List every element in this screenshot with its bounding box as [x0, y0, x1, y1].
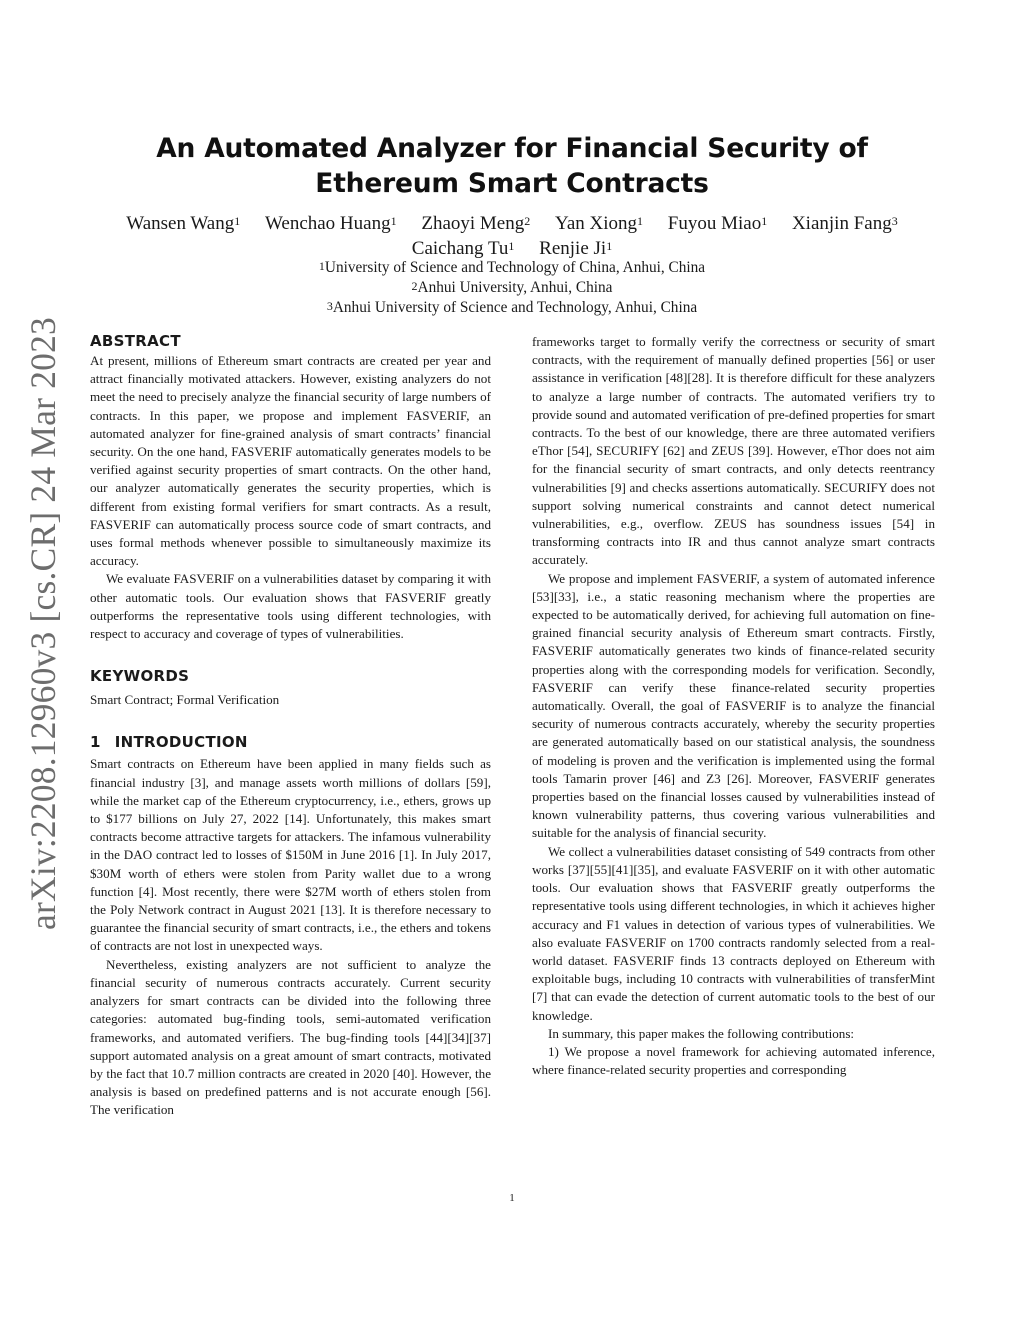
arxiv-identifier: arXiv:2208.12960v3 [cs.CR] 24 Mar 2023 [23, 316, 63, 930]
abstract-heading: ABSTRACT [90, 332, 181, 350]
author: Xianjin Fang$^3$ [791, 213, 898, 234]
affiliation: $^2$Anhui University, Anhui, China [411, 279, 613, 296]
body-paragraph: We propose and implement FASVERIF, a system of automated inference [53][33], i.e., a static reasoning mechanism where the properties are expected to be automatically derived, for achieving full automation on fine-grained financial security analysis of Ethereum smart contracts. Firstly, FASVERIF automatically generates two kinds of finance-related security properties along with the corresponding models for verification. Secondly, FASVERIF can verify these finance-related security properties automatically. Overall, the goal of FASVERIF is to analyze the financial security of numerous contracts accurately, whereby the security properties are generated automatically based on our statistical analysis, the soundness of modeling is proven and the verification is implemented using the formal tools Tamarin prover [46] and Z3 [26]. Moreover, FASVERIF generates properties based on the financial losses caused by vulnerabilities instead of known vulnerability patterns, thus covering various vulnerabilities and suitable for the analysis of financial security. [532, 570, 935, 841]
author: Wansen Wang$^1$ [126, 213, 241, 234]
body-paragraph: Smart contracts on Ethereum have been applied in many fields such as financial industry [3], and manage assets worth millions of dollars [59], while the market cap of the Ethereum cryptocurrency, i.e., ethers, grows up to $177 billions on July 27, 2022 [14]. Unfortunately, this makes smart contracts become attractive targets for attackers. The infamous vulnerability in the DAO contract led to losses of $150M in June 2016 [1]. In July 2017, $30M worth of ethers were stolen from Parity wallet due to a wrong function [4]. Most recently, there were $27M worth of ethers stolen from the Poly Network contract in August 2021 [13]. It is therefore necessary to guarantee the financial security of smart contracts, i.e., the ethers and tokens of contracts are not lost in unexpected ways. [90, 756, 491, 954]
affiliation: $^3$Anhui University of Science and Technology, Anhui, China [326, 299, 698, 316]
keywords-text: Smart Contract; Formal Verification [90, 692, 280, 708]
body-paragraph: Nevertheless, existing analyzers are not sufficient to analyze the financial security of numerous contracts accurately. Current security analyzers for smart contracts can be divided into the following three categories: automated bug-finding tools, semi-automated verification frameworks, and automated verifiers. The bug-finding tools [44][34][37] support automated analysis on a great amount of smart contracts, motivated by the fact that 10.7 million contracts are created in 2020 [40]. However, the analysis is based on predefined patterns and is not accurate enough [56]. The verification [90, 956, 491, 1118]
abstract-paragraph: At present, millions of Ethereum smart contracts are created per year and attract financially motivated attackers. However, existing analyzers do not meet the need to precisely analyze the financial security of large numbers of contracts. In this paper, we propose and implement FASVERIF, an automated analyzer for fine-grained analysis of smart contracts’ financial security. On the one hand, FASVERIF automatically generates models to be verified against security properties of smart contracts. On the other hand, our analyzer automatically generates the security properties, which is different from existing formal verifiers for smart contracts. As a result, FASVERIF can automatically process source code of smart contracts, and uses formal methods whenever possible to simultaneously maximize its accuracy. [90, 353, 491, 569]
author: Fuyou Miao$^1$ [667, 213, 768, 234]
paper-title: An Automated Analyzer for Financial Security of Ethereum Smart Contracts [156, 133, 868, 199]
left-column [90, 330, 491, 1120]
abstract-paragraph: We evaluate FASVERIF on a vulnerabilities dataset by comparing it with other automatic tools. Our evaluation shows that FASVERIF greatly outperforms the representative tools using different technologies, with respect to accuracy and coverage of types of vulnerabilities. [90, 571, 491, 642]
author-list [90, 211, 934, 261]
body-paragraph: frameworks target to formally verify the correctness or security of smart contracts, with the requirement of manually defined properties [56] or user assistance in verification [48][28]. It is therefore difficult for these analyzers to analyze a large number of contracts. The automated verifiers try to provide sound and automated verification of pre-defined properties for smart contracts. To the best of our knowledge, there are three automated verifiers eThor [54], SECURIFY [62] and ZEUS [39]. However, eThor does not aim for the financial security of smart contracts, and only detects reentrancy vulnerabilities [9] and checks assertions automatically. SECURIFY does not support solving numerical constraints and cannot detect numerical vulnerabilities, e.g., overflow. ZEUS has soundness issues [54] in transforming contracts into IR and thus cannot analyze smart contracts accurately. [532, 334, 935, 568]
author: Caichang Tu$^1$ [411, 238, 515, 259]
right-column [532, 333, 935, 1079]
page-number: 1 [509, 1192, 515, 1204]
author: Zhaoyi Meng$^2$ [421, 213, 531, 234]
body-paragraph: In summary, this paper makes the following contributions: [548, 1025, 855, 1041]
author: Yan Xiong$^1$ [555, 213, 644, 234]
body-paragraph: 1) We propose a novel framework for achieving automated inference, where finance-related security properties and corresponding [532, 1043, 935, 1078]
keywords-heading: KEYWORDS [90, 667, 190, 686]
body-paragraph: We collect a vulnerabilities dataset consisting of 549 contracts from other works [37][55][41][35], and evaluate FASVERIF on it with other automatic tools. Our evaluation shows that FASVERIF greatly outperforms the representative tools using different technologies, in which it achieves higher accuracy and F1 values in detection of various types of vulnerabilities. We also evaluate FASVERIF on 1700 contracts randomly selected from a real-world dataset. FASVERIF finds 13 contracts deployed on Ethereum with exploitable bugs, including 10 contracts with vulnerabilities of transferMint [7] that can evade the detection of current automatic tools to the best of our knowledge. [532, 843, 935, 1023]
affiliation: $^1$University of Science and Technology of China, Anhui, China [318, 259, 706, 276]
author: Renjie Ji$^1$ [539, 238, 613, 259]
affiliation-list [90, 258, 934, 318]
section-heading: 1 INTRODUCTION [90, 733, 248, 752]
author: Wenchao Huang$^1$ [264, 213, 397, 234]
